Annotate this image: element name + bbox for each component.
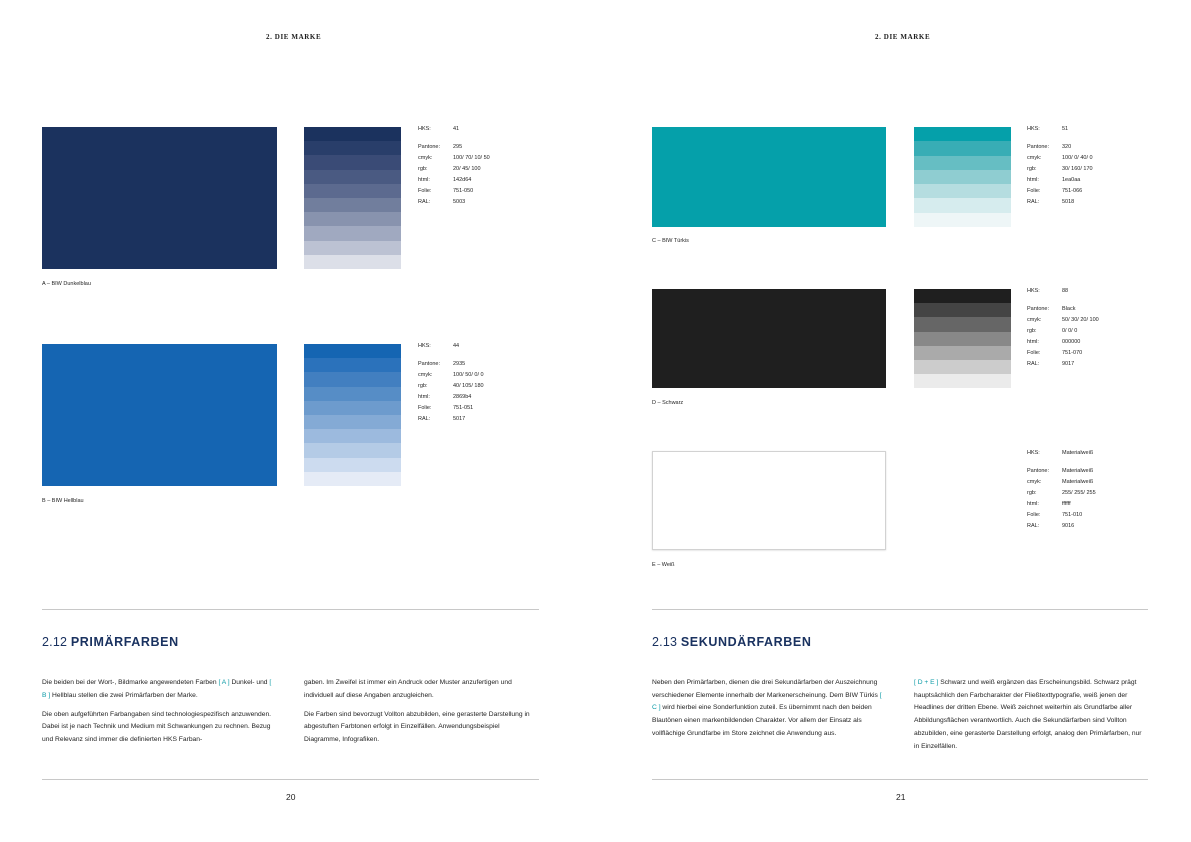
spec-row-cmyk xyxy=(1027,477,1096,488)
spec-label: rgb: xyxy=(1027,166,1037,173)
paragraph: Die Farben sind bevorzugt Vollton abzubilden, eine gerasterte Darstellung in abgestuften Farbtonen erfolgt in Einzelfällen. Anwendungsbeispiel Diagramme, Infografiken. xyxy=(304,710,530,744)
spec-row-ral xyxy=(418,197,490,208)
spec-row-pantone xyxy=(418,142,490,153)
spec-value: 0/ 0/ 0 xyxy=(1062,328,1078,335)
spec-row-pantone xyxy=(1027,304,1099,315)
spec-row-rgb xyxy=(418,164,490,175)
spec-label: Pantone: xyxy=(418,144,441,151)
spec-value: 751-010 xyxy=(1062,512,1083,519)
tint-step xyxy=(914,374,1011,388)
tint-step xyxy=(304,401,401,415)
spec-label: rgb: xyxy=(1027,328,1037,335)
spec-label: Pantone: xyxy=(1027,144,1050,151)
spec-row-pantone xyxy=(1027,142,1093,153)
spec-row-cmyk xyxy=(1027,153,1093,164)
tint-step xyxy=(304,458,401,472)
spec-row-pantone xyxy=(418,359,484,370)
paragraph xyxy=(42,677,272,702)
spec-label: Folie: xyxy=(418,188,432,195)
tint-step xyxy=(304,344,401,358)
right-page xyxy=(596,0,1191,842)
page-number: 21 xyxy=(896,792,906,802)
spec-row-folie xyxy=(418,186,490,197)
spec-row-html xyxy=(1027,337,1099,348)
spec-gap xyxy=(1027,459,1096,467)
spec-row-hks xyxy=(1027,124,1093,135)
spec-value: 100/ 50/ 0/ 0 xyxy=(453,372,484,379)
spec-value: 2869b4 xyxy=(453,394,472,401)
text-run: Schwarz und weiß ergänzen das Erscheinungsbild. Schwarz prägt hauptsächlich den Farbcharakter der Fließtexttypografie, weiß jenen der Headlines der dritten Ebene. Weiß zeichnet weiterhin als Grundfarbe aller Abbildungsflächen verantwortlich. Auch die Sekundärfarben sind Vollton abzubilden, eine gerasterte Darstellung erfolgt, analog den Primärfarben, nur in Einzelfällen. xyxy=(914,679,1142,750)
paragraph: gaben. Im Zweifel ist immer ein Andruck oder Muster anzufertigen und individuell auf diese Angaben anzugleichen. xyxy=(304,679,512,699)
spec-value: 1ea0aa xyxy=(1062,177,1081,184)
spec-label: Folie: xyxy=(1027,512,1041,519)
color-spec-tuerkis xyxy=(1027,124,1093,208)
spec-value: 30/ 160/ 170 xyxy=(1062,166,1093,173)
spec-label: cmyk: xyxy=(418,372,433,379)
spec-label: rgb: xyxy=(1027,490,1037,497)
spec-label: RAL: xyxy=(1027,522,1040,529)
spec-value: Materialweiß xyxy=(1062,450,1094,456)
spec-gap xyxy=(1027,297,1099,305)
spec-label: html: xyxy=(1027,501,1039,508)
spec-value: 295 xyxy=(453,144,463,151)
section-heading xyxy=(652,635,811,649)
color-reference: [ D + E ] xyxy=(914,679,939,686)
tint-step xyxy=(304,170,401,184)
spec-label: cmyk: xyxy=(1027,155,1042,162)
spec-label: Pantone: xyxy=(1027,468,1050,475)
tint-step xyxy=(914,184,1011,198)
spec-row-hks xyxy=(418,124,490,135)
tint-step xyxy=(304,184,401,198)
spec-row-ral xyxy=(1027,197,1093,208)
spec-row-folie xyxy=(1027,348,1099,359)
spec-value: 9016 xyxy=(1062,522,1075,529)
spec-row-hks xyxy=(1027,286,1099,297)
spec-row-html xyxy=(1027,499,1096,510)
tint-step xyxy=(914,303,1011,317)
text-run: Neben den Primärfarben, dienen die drei Sekundärfarben der Auszeichnung verschiedener Elemente innerhalb der Markenerscheinung. Dem BIW Türkis xyxy=(652,679,880,699)
spec-gap xyxy=(418,352,484,360)
color-spec-weiss xyxy=(1027,448,1096,532)
spec-value: 320 xyxy=(1062,144,1072,151)
section-number: 2.13 xyxy=(652,635,678,649)
section-divider xyxy=(652,609,1148,610)
spec-label: rgb: xyxy=(418,383,428,390)
spec-value: 5018 xyxy=(1062,198,1075,205)
tint-step xyxy=(914,198,1011,212)
spec-value: 255/ 255/ 255 xyxy=(1062,490,1096,497)
swatch-dunkelblau xyxy=(42,127,277,269)
tint-ramp-dunkelblau xyxy=(304,127,401,269)
spec-label: cmyk: xyxy=(1027,479,1042,486)
swatch-tuerkis xyxy=(652,127,886,227)
spec-value: 41 xyxy=(453,126,460,132)
tint-step xyxy=(304,358,401,372)
spec-value: 51 xyxy=(1062,126,1069,132)
color-reference: [ A ] xyxy=(218,679,230,686)
paragraph xyxy=(914,677,1144,753)
spec-value: 751-070 xyxy=(1062,350,1083,357)
spec-value: 751-050 xyxy=(453,188,474,195)
tint-step xyxy=(304,141,401,155)
spec-row-pantone xyxy=(1027,466,1096,477)
spec-row-hks xyxy=(1027,448,1096,459)
tint-step xyxy=(304,198,401,212)
body-column-2 xyxy=(914,677,1144,753)
tint-step xyxy=(914,360,1011,374)
color-reference: [ C ] xyxy=(652,691,882,712)
tint-step xyxy=(914,170,1011,184)
spec-label: HKS: xyxy=(418,343,431,349)
section-title: SEKUNDÄRFARBEN xyxy=(680,635,812,649)
color-spec-schwarz xyxy=(1027,286,1099,370)
spec-value: 9017 xyxy=(1062,360,1075,367)
spec-value: 20/ 45/ 100 xyxy=(453,166,481,173)
tint-step xyxy=(304,255,401,269)
color-spec-dunkelblau xyxy=(418,124,490,208)
tint-step xyxy=(304,429,401,443)
spec-label: Pantone: xyxy=(418,361,441,368)
spec-value: 44 xyxy=(453,343,460,349)
spec-value: Black xyxy=(1062,306,1076,313)
spec-row-folie xyxy=(1027,510,1096,521)
spec-value: 5017 xyxy=(453,415,466,422)
spec-label: RAL: xyxy=(1027,198,1040,205)
tint-step xyxy=(304,372,401,386)
spec-label: Pantone: xyxy=(1027,306,1050,313)
color-reference: [ B ] xyxy=(42,679,272,699)
spec-row-ral xyxy=(418,414,484,425)
tint-step xyxy=(914,213,1011,227)
section-heading xyxy=(42,635,179,649)
spec-label: HKS: xyxy=(1027,126,1040,132)
tint-step xyxy=(304,127,401,141)
spec-label: HKS: xyxy=(1027,288,1040,294)
body-column-1 xyxy=(42,677,272,747)
spec-value: 100/ 0/ 40/ 0 xyxy=(1062,155,1093,162)
section-number: 2.12 xyxy=(42,635,68,649)
swatch-hellblau xyxy=(42,344,277,486)
tint-ramp-tuerkis xyxy=(914,127,1011,227)
tint-ramp-schwarz xyxy=(914,289,1011,388)
spec-label: html: xyxy=(418,177,430,184)
spec-value: 40/ 105/ 180 xyxy=(453,383,484,390)
text-run: Die beiden bei der Wort-, Bildmarke angewendeten Farben xyxy=(42,679,219,686)
spec-label: cmyk: xyxy=(1027,317,1042,324)
spec-row-html xyxy=(1027,175,1093,186)
tint-step xyxy=(914,332,1011,346)
spec-value: 2935 xyxy=(453,361,466,368)
spec-label: HKS: xyxy=(418,126,431,132)
spec-label: cmyk: xyxy=(418,155,433,162)
spec-label: Folie: xyxy=(418,405,432,412)
spec-label: RAL: xyxy=(418,198,431,205)
spec-label: RAL: xyxy=(418,415,431,422)
tint-step xyxy=(304,241,401,255)
section-divider xyxy=(42,609,539,610)
spec-value: 751-051 xyxy=(453,405,474,412)
spec-label: html: xyxy=(418,394,430,401)
spec-value: 88 xyxy=(1062,288,1069,294)
spec-label: Folie: xyxy=(1027,350,1041,357)
paragraph xyxy=(652,677,882,741)
text-run: wird hierbei eine Sonderfunktion zuteil. Es übernimmt nach den beiden Blautönen einen markenbildenden Charakter. Vor allem der Einsatz als vollflächige Grundfarbe im Store zeichnet die Anwendung aus. xyxy=(652,704,872,737)
spec-label: HKS: xyxy=(1027,450,1040,456)
tint-step xyxy=(914,346,1011,360)
tint-step xyxy=(304,443,401,457)
tint-step xyxy=(914,156,1011,170)
tint-ramp-hellblau xyxy=(304,344,401,486)
tint-step xyxy=(304,212,401,226)
spec-value: ffffff xyxy=(1062,501,1071,508)
spec-label: html: xyxy=(1027,177,1039,184)
tint-step xyxy=(304,387,401,401)
caption-schwarz: D – Schwarz xyxy=(652,400,684,406)
spec-row-rgb xyxy=(1027,326,1099,337)
spec-row-folie xyxy=(1027,186,1093,197)
body-column-1 xyxy=(652,677,882,741)
spec-row-html xyxy=(418,392,484,403)
spec-value: 100/ 70/ 10/ 50 xyxy=(453,155,490,162)
tint-step xyxy=(304,226,401,240)
caption-dunkelblau: A – BIW Dunkelblau xyxy=(42,281,91,287)
footer-divider xyxy=(42,779,539,780)
running-head: 2. DIE MARKE xyxy=(875,33,931,41)
swatch-schwarz xyxy=(652,289,886,388)
spec-row-hks xyxy=(418,341,484,352)
spec-value: 50/ 30/ 20/ 100 xyxy=(1062,317,1099,324)
section-title: PRIMÄRFARBEN xyxy=(70,635,179,649)
tint-step xyxy=(304,155,401,169)
spec-row-folie xyxy=(418,403,484,414)
tint-step xyxy=(914,317,1011,331)
spec-label: Folie: xyxy=(1027,188,1041,195)
spec-row-rgb xyxy=(1027,488,1096,499)
paragraph: Die oben aufgeführten Farbangaben sind technologiespezifisch anzuwenden. Dabei ist je nach Technik und Medium mit Schwankungen zu rechnen. Bezug und Relevanz sind immer die definierten HKS Farban- xyxy=(42,710,272,744)
spec-label: html: xyxy=(1027,339,1039,346)
spec-row-rgb xyxy=(1027,164,1093,175)
text-run: Hellblau stellen die zwei Primärfarben der Marke. xyxy=(50,691,198,699)
spec-label: rgb: xyxy=(418,166,428,173)
footer-divider xyxy=(652,779,1148,780)
spec-row-rgb xyxy=(418,381,484,392)
spec-value: Materialweiß xyxy=(1062,479,1094,486)
left-page xyxy=(0,0,595,842)
spec-value: Materialweiß xyxy=(1062,468,1094,475)
tint-step xyxy=(914,141,1011,155)
spec-row-cmyk xyxy=(418,153,490,164)
swatch-weiss xyxy=(652,451,886,550)
tint-step xyxy=(304,415,401,429)
spec-row-ral xyxy=(1027,359,1099,370)
caption-hellblau: B – BIW Hellblau xyxy=(42,498,84,504)
spec-row-cmyk xyxy=(418,370,484,381)
spec-row-html xyxy=(418,175,490,186)
spec-value: 5003 xyxy=(453,198,466,205)
color-spec-hellblau xyxy=(418,341,484,425)
spec-gap xyxy=(418,135,490,143)
caption-tuerkis: C – BIW Türkis xyxy=(652,238,689,244)
tint-step xyxy=(914,289,1011,303)
text-run: Dunkel- und xyxy=(229,679,270,686)
spec-gap xyxy=(1027,135,1093,143)
running-head: 2. DIE MARKE xyxy=(266,33,322,41)
spec-label: RAL: xyxy=(1027,360,1040,367)
caption-weiss: E – Weiß xyxy=(652,562,675,568)
spec-row-ral xyxy=(1027,521,1096,532)
spec-value: 142d64 xyxy=(453,177,472,184)
spec-value: 751-066 xyxy=(1062,188,1083,195)
spec-value: 000000 xyxy=(1062,339,1081,346)
tint-step xyxy=(304,472,401,486)
body-column-2 xyxy=(304,677,534,747)
spec-row-cmyk xyxy=(1027,315,1099,326)
page-number: 20 xyxy=(286,792,296,802)
tint-step xyxy=(914,127,1011,141)
